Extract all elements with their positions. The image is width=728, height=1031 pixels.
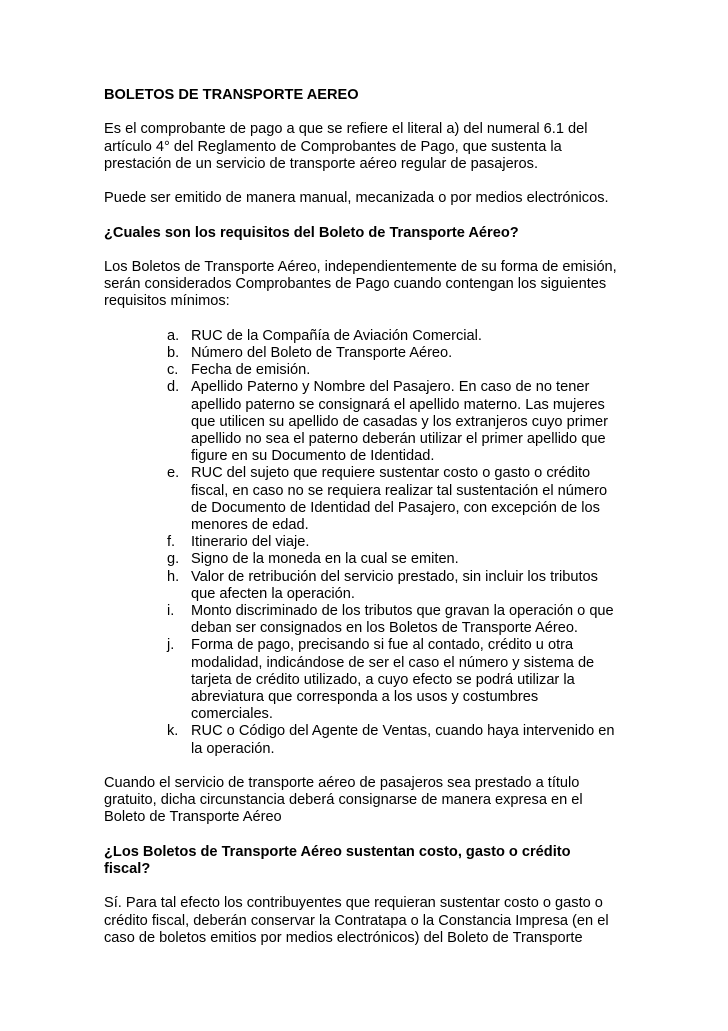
requirement-text-line: Signo de la moneda en la cual se emiten.: [191, 551, 459, 568]
text-line: Sí. Para tal efecto los contribuyentes que requieran sustentar costo o gasto o: [104, 895, 603, 912]
requirement-text-line: que utilicen su apellido de casadas y los extranjeros cuyo primer: [191, 413, 608, 430]
requirement-text-line: Valor de retribución del servicio prestado, sin incluir los tributos: [191, 568, 598, 585]
emission-paragraph: Puede ser emitido de manera manual, mecanizada o por medios electrónicos.: [104, 190, 609, 207]
intro-paragraph: [104, 121, 644, 173]
text-line: Boleto de Transporte Aéreo: [104, 809, 282, 826]
requirement-letter: k.: [167, 723, 179, 740]
requirement-text-line: modalidad, indicándose de ser el caso el número y sistema de: [191, 654, 595, 671]
requirement-text-line: abreviatura que corresponda a los usos y costumbres: [191, 689, 539, 706]
requirement-item: [104, 328, 644, 345]
spacer: [104, 311, 644, 328]
text-line: requisitos mínimos:: [104, 293, 230, 310]
text-line: fiscal?: [104, 861, 151, 878]
text-line: Es el comprobante de pago a que se refiere el literal a) del numeral 6.1 del: [104, 121, 588, 138]
requirement-text-line: Apellido Paterno y Nombre del Pasajero. En caso de no tener: [191, 379, 590, 396]
requirement-letter: j.: [167, 637, 175, 654]
requirements-list: [104, 328, 644, 758]
document-page: [104, 87, 644, 947]
text-line: serán considerados Comprobantes de Pago cuando contengan los siguientes: [104, 276, 607, 293]
text-line: artículo 4° del Reglamento de Comprobantes de Pago, que sustenta la: [104, 138, 562, 155]
requirements-intro-paragraph: [104, 259, 644, 311]
requirement-item: [104, 603, 644, 637]
requirement-letter: e.: [167, 465, 180, 482]
requirement-text-line: Número del Boleto de Transporte Aéreo.: [191, 344, 453, 361]
requirement-text-line: comerciales.: [191, 706, 273, 723]
requirement-text-line: RUC del sujeto que requiere sustentar costo o gasto o crédito: [191, 465, 591, 482]
spacer: [104, 827, 644, 844]
requirement-letter: b.: [167, 344, 180, 361]
requirement-letter: c.: [167, 362, 179, 379]
text-line: crédito fiscal, deberán conservar la Contratapa o la Constancia Impresa (en el: [104, 912, 609, 929]
requirement-text-line: de Documento de Identidad del Pasajero, con excepción de los: [191, 499, 600, 516]
requirement-text-line: RUC o Código del Agente de Ventas, cuando haya intervenido en: [191, 723, 615, 740]
spacer: [104, 104, 644, 121]
requirement-item: [104, 379, 644, 465]
requirement-text-line: fiscal, en caso no se requiera realizar tal sustentación el número: [191, 482, 608, 499]
spacer: [104, 878, 644, 895]
requirement-item: [104, 551, 644, 568]
text-line: Los Boletos de Transporte Aéreo, independientemente de su forma de emisión,: [104, 258, 617, 275]
text-line: prestación de un servicio de transporte aéreo regular de pasajeros.: [104, 155, 539, 172]
spacer: [104, 758, 644, 775]
requirement-letter: f.: [167, 534, 176, 551]
requirement-letter: h.: [167, 568, 180, 585]
question-fiscal-heading: [104, 844, 644, 878]
requirement-text-line: RUC de la Compañía de Aviación Comercial.: [191, 327, 482, 344]
requirement-item: [104, 723, 644, 757]
text-line: gratuito, dicha circunstancia deberá consignarse de manera expresa en el: [104, 792, 583, 809]
spacer: [104, 242, 644, 259]
requirement-item: [104, 362, 644, 379]
requirement-item: [104, 534, 644, 551]
answer-fiscal-paragraph: [104, 895, 644, 947]
question-requirements-heading: ¿Cuales son los requisitos del Boleto de Transporte Aéreo?: [104, 224, 519, 241]
text-line: ¿Los Boletos de Transporte Aéreo sustentan costo, gasto o crédito: [104, 843, 571, 860]
requirement-text-line: menores de edad.: [191, 517, 309, 533]
requirement-item: [104, 569, 644, 603]
requirement-text-line: que afecten la operación.: [191, 585, 355, 602]
requirement-text-line: Fecha de emisión.: [191, 362, 311, 379]
requirement-item: [104, 345, 644, 362]
requirement-text-line: Monto discriminado de los tributos que gravan la operación o que: [191, 603, 614, 620]
requirement-text-line: tarjeta de crédito utilizado, a cuyo efecto se podrá utilizar la: [191, 671, 575, 688]
requirement-letter: a.: [167, 327, 180, 344]
requirement-letter: i.: [167, 603, 175, 620]
requirement-letter: d.: [167, 379, 180, 396]
document-title: BOLETOS DE TRANSPORTE AEREO: [104, 87, 359, 103]
gratuito-paragraph: [104, 775, 644, 827]
spacer: [104, 207, 644, 224]
text-line: Cuando el servicio de transporte aéreo de pasajeros sea prestado a título: [104, 775, 580, 792]
requirement-text-line: apellido paterno se consignará el apellido materno. Las mujeres: [191, 396, 605, 413]
requirement-text-line: la operación.: [191, 740, 275, 757]
requirement-text-line: apellido no sea el paterno deberán utilizar el primer apellido que: [191, 430, 606, 447]
requirement-text-line: Itinerario del viaje.: [191, 534, 310, 551]
requirement-text-line: Forma de pago, precisando si fue al contado, crédito u otra: [191, 637, 574, 654]
requirement-item: [104, 637, 644, 723]
requirement-text-line: figure en su Documento de Identidad.: [191, 448, 435, 465]
requirement-letter: g.: [167, 551, 180, 568]
text-line: caso de boletos emitios por medios electrónicos) del Boleto de Transporte: [104, 929, 583, 946]
requirement-text-line: deban ser consignados en los Boletos de Transporte Aéreo.: [191, 620, 578, 637]
spacer: [104, 173, 644, 190]
requirement-item: [104, 465, 644, 534]
